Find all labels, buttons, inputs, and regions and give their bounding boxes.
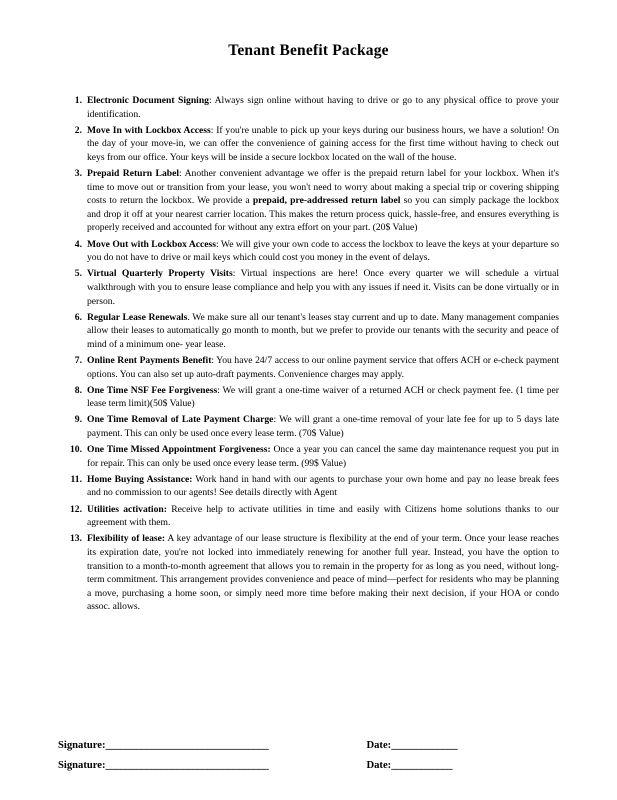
signature-line[interactable]: ________________________________ [105,760,269,771]
list-item-lead: Move In with Lockbox Access [87,124,211,136]
list-item-number: 11. [70,473,82,485]
list-item-lead: One Time Removal of Late Payment Charge [87,414,274,426]
list-item-body: : Always sign online without having to drive or go to any physical office to prove your identification. [87,95,560,120]
list-item-body: : Virtual inspections are here! Once every quarter we will schedule a virtual walkthrough with you to ensure lease compliance and help you with any issues if need it. Visits can be done virtually or in person. [87,268,560,307]
list-item-number: 13. [70,533,82,545]
list-item-body: : We will grant a one-time removal of your late fee for up to 5 days late payment. This can only be used once every lease term. (70$ Value) [87,414,559,440]
list-item [58,532,559,614]
list-item-number: 10. [70,444,82,456]
date-label: Date: [366,760,392,771]
list-item-number: 7. [74,354,82,366]
list-item-body: Once a year you can cancel the same day maintenance request you put in for repair. This can only be used once every lease term. (99$ Value) [87,444,559,469]
date-label: Date: [366,740,392,751]
list-item-body: Work hand in hand with our agents to purchase your own home and pay no lease break fees and no commission to our agents! See details directly with Agent [87,473,559,499]
list-item-number: 1. [74,95,82,106]
signature-line[interactable]: ________________________________ [105,740,269,751]
list-item [58,124,559,165]
list-item-number: 2. [74,124,82,136]
list-item [58,473,559,500]
list-item [58,267,559,308]
signature-label: Signature: [58,760,106,771]
list-item [58,167,559,235]
list-item [58,354,559,381]
list-item-number: 4. [74,238,82,250]
signature-row [58,760,559,771]
list-item-number: 6. [74,311,82,323]
list-item-body: : Another convenient advantage we offer is the prepaid return label for your lockbox. When it's time to move out or transition from your lease, you won't need to worry about making a special trip or covering shipping costs to return the lockbox. We provide a [87,168,559,207]
list-item-body: : We will give your own code to access the lockbox to leave the keys at your departure so you do not have to drive or mail keys which could cost you money in the event of delays. [87,238,559,264]
signature-block [58,740,559,780]
list-item-lead: Virtual Quarterly Property Visits [87,268,233,280]
list-item-number: 3. [74,168,82,180]
list-item-body: Receive help to activate utilities in time and easily with Citizens home solutions thanks to our agreement with them. [87,503,559,529]
list-item-lead: Move Out with Lockbox Access [87,238,217,250]
list-item-number: 9. [74,414,82,426]
signature-label: Signature: [58,740,106,751]
signature-row [58,740,559,751]
list-item [58,311,559,352]
list-item [58,503,559,530]
list-item-lead: Regular Lease Renewals [87,311,188,323]
list-item-number: 8. [74,384,82,396]
list-item-body-continued: so you can simply package the lockbox and drop it off at your nearest carrier location. This makes the return process quick, hassle-free, and ensures everything is properly received and accounted for without any extra effort on your part. (20$ Value) [87,195,559,234]
list-item-lead: Flexibility of lease: [87,533,166,545]
list-item-lead: One Time NSF Fee Forgiveness [87,384,218,396]
list-item [58,443,559,470]
list-item-lead: Home Buying Assistance: [87,473,193,485]
list-item-number: 5. [74,268,82,280]
list-item [58,94,559,121]
list-item-body: : You have 24/7 access to our online payment service that offers ACH or e-check payment options. You can also set up auto-draft payments. Convenience charges may apply. [87,354,559,380]
list-item [58,384,559,411]
list-item-lead: Utilities activation: [87,503,167,515]
list-item-body: : If you're unable to pick up your keys during our business hours, we have a solution! On the day of your move-in, we can offer the convenience of gaining access for the first time without having to check out keys from our office. Your keys will be inside a secure lockbox located on the wall of the house. [87,124,559,163]
list-item-lead: Online Rent Payments Benefit [87,354,212,366]
list-item-emphasis: prepaid, pre-addressed return label [252,195,401,207]
list-item-lead: Electronic Document Signing [87,95,209,106]
date-line[interactable]: _____________ [391,740,458,751]
list-item-lead: Prepaid Return Label [87,168,180,180]
list-item [58,413,559,440]
list-item-number: 12. [70,503,82,515]
page-title: Tenant Benefit Package [228,42,389,59]
date-line[interactable]: ____________ [391,760,453,771]
list-item-body: A key advantage of our lease structure is flexibility at the end of your term. Once your lease reaches its expiration date, you're not locked into immediately renewing for another full year. Instead, you have the option to transition to a month-to-month agreement that allows you to remain in the property for as long as you need, without long-term commitment. This arrangement provides convenience and peace of mind—perfect for residents who may be planning a move, purchasing a home soon, or simply need more time before making their next decision, if your HOA or condo assoc. allows. [87,533,559,613]
benefit-list [58,94,559,614]
list-item-lead: One Time Missed Appointment Forgiveness: [87,444,271,456]
list-item-body: : We will grant a one-time waiver of a returned ACH or check payment fee. (1 time per lease term limit)(50$ Value) [87,384,559,410]
list-item [58,238,559,265]
list-item-body: . We make sure all our tenant's leases stay current and up to date. Many management companies allow their leases to automatically go month to month, but we prefer to provide our tenants with the security and peace of mind of a minimum one- year lease. [87,311,560,350]
